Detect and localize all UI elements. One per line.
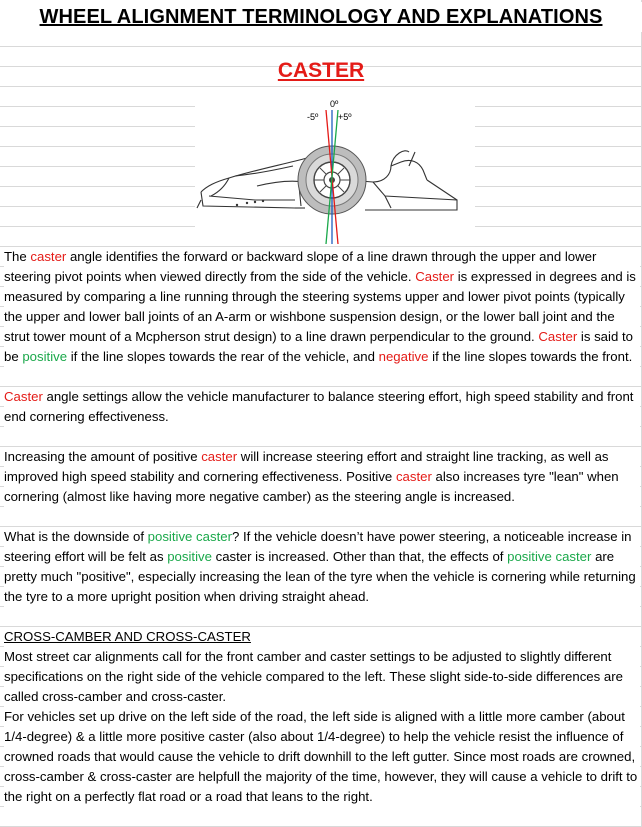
paragraph-caster-definition: The caster angle identifies the forward or backward slope of a line drawn through the upper and lower steering pivot points when viewed directly from the side of the vehicle. Caster is expressed in degrees and is measured by comparing a line running through the steering systems upper and lower pivot points (typically the upper and lower ball joints of an A-arm or wishbone suspension design, or the lower ball joint and the strut tower mount of a Mcpherson strut design) to a line drawn perpendicular to the ground. Caster is said to be positive if the line slopes towards the rear of the vehicle, and negative if the line slopes towards the front. <box>4 247 640 367</box>
label-negative-five-degrees: -5º <box>307 112 319 122</box>
paragraph-caster-downside: What is the downside of positive caster? If the vehicle doesn’t have power steering, a noticeable increase in steering effort will be felt as positive caster is increased. Other than that, the effects of positive caster are pretty much "positive", especially increasing the lean of the tyre when the vehicle is cornering while returning the tyre to a more upright position when driving straight ahead. <box>4 527 640 607</box>
paragraph-increasing-caster: Increasing the amount of positive caster will increase steering effort and straight line tracking, as well as improved high speed stability and cornering effectiveness. Positive caster also increases tyre "lean" when cornering (almost like having more negative camber) as the steering angle is increased. <box>4 447 640 507</box>
car-side-view-illustration <box>195 96 475 244</box>
section-title-caster: CASTER <box>277 59 365 82</box>
label-positive-five-degrees: +5º <box>338 112 352 122</box>
section-heading-cross-caster: CROSS-CAMBER AND CROSS-CASTER <box>4 627 640 647</box>
body-vents <box>236 200 264 206</box>
caster-diagram <box>195 96 475 244</box>
label-zero-degrees: 0º <box>330 99 339 109</box>
document-body <box>4 247 640 807</box>
page-title: WHEEL ALIGNMENT TERMINOLOGY AND EXPLANATIONS <box>0 2 642 32</box>
paragraph-cross-caster-intro: Most street car alignments call for the front camber and caster settings to be adjusted to slightly different specifications on the right side of the vehicle compared to the left. These slight side-to-side differences are called cross-camber and cross-caster. <box>4 647 640 707</box>
paragraph-caster-settings: Caster angle settings allow the vehicle manufacturer to balance steering effort, high speed stability and front end cornering effectiveness. <box>4 387 640 427</box>
paragraph-cross-caster-detail: For vehicles set up drive on the left side of the road, the left side is aligned with a little more camber (about 1/4-degree) & a little more positive caster (also about 1/4-degree) to help the vehicle resist the influence of crowned roads that would cause the vehicle to drift downhill to the left gutter. Since most roads are crowned, cross-camber & cross-caster are helpfull the majority of the time, however, they will cause a vehicle to drift to the right on a perfectly flat road or a road that leans to the right. <box>4 707 640 807</box>
